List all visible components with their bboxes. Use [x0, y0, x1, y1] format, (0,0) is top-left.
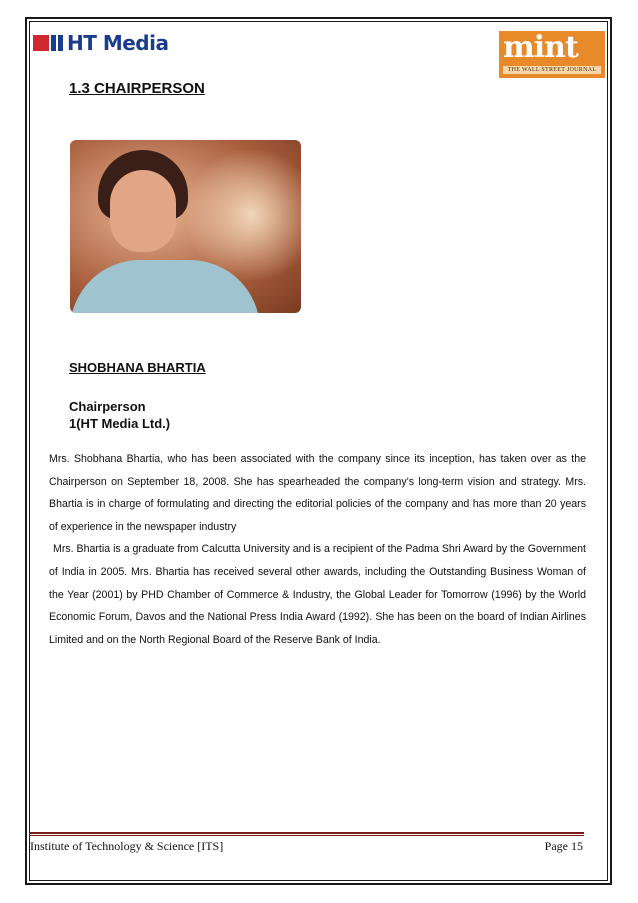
mint-logo	[499, 31, 605, 78]
biography-paragraph-1: Mrs. Shobhana Bhartia, who has been associated with the company since its inception, has taken over as the Chairperson on September 18, 2008. She has spearheaded the company's long-term vision and strategy. Mrs. Bhartia is in charge of formulating and directing the editorial policies of the company and has more than 20 years of experience in the newspaper industry	[49, 453, 586, 533]
person-role-company: 1(HT Media Ltd.)	[69, 416, 171, 431]
footer-rule	[29, 832, 584, 834]
person-role-title: Chairperson	[69, 399, 146, 414]
chairperson-photo	[70, 140, 301, 313]
mint-logo-tagline: THE WALL STREET JOURNAL	[503, 66, 601, 74]
biography-paragraph-2: Mrs. Bhartia is a graduate from Calcutta University and is a recipient of the Padma Shri Award by the Government of India in 2005. Mrs. Bhartia has received several other awards, including the Outstanding Business Woman of the Year (2001) by PHD Chamber of Commerce & Industry, the Global Leader for Tomorrow (1996) by the World Economic Forum, Davos and the National Press India Award (1992). She has been on the board of Indian Airlines Limited and on the North Regional Board of the Reserve Bank of India.	[49, 543, 586, 646]
footer-institute: Institute of Technology & Science [ITS]	[30, 839, 224, 853]
section-title: 1.3 CHAIRPERSON	[69, 80, 205, 97]
mint-logo-text: mint	[503, 30, 578, 65]
person-role	[69, 398, 170, 432]
footer-page-number: Page 15	[544, 839, 583, 853]
footer-rule-thin	[29, 835, 584, 836]
ht-logo-text: HT Media	[67, 31, 169, 55]
ht-logo-bars-icon	[33, 35, 63, 51]
ht-media-logo	[33, 32, 168, 54]
person-name: SHOBHANA BHARTIA	[69, 360, 206, 375]
biography-text	[49, 448, 586, 651]
